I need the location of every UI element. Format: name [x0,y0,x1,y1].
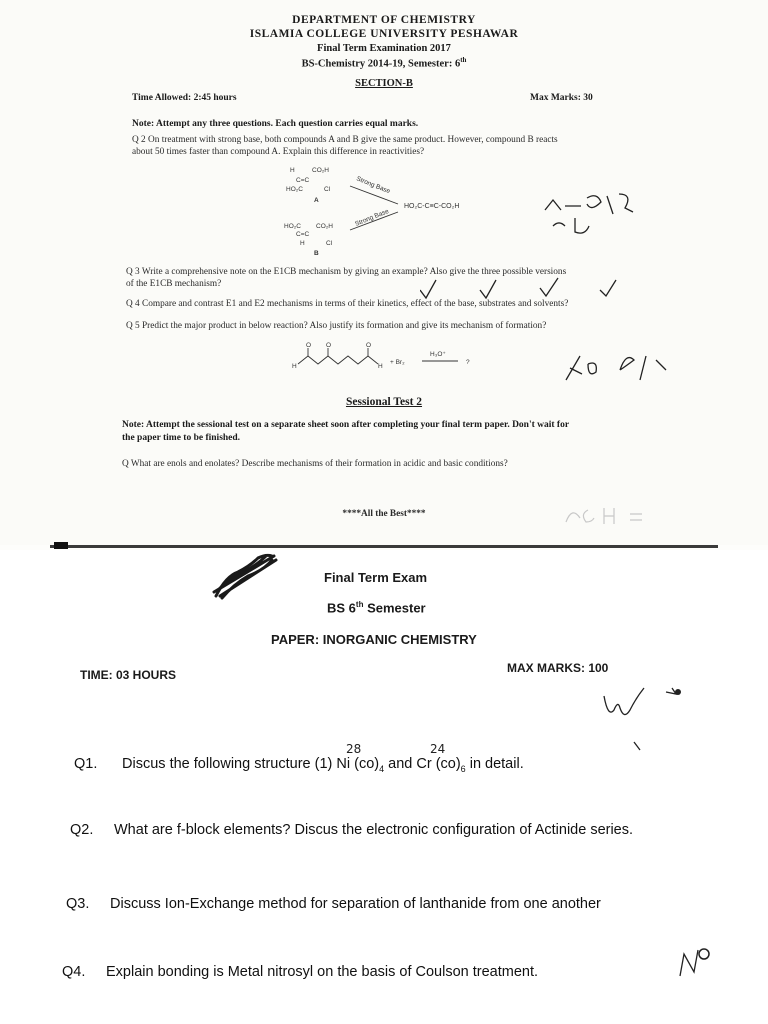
college-heading: ISLAMIA COLLEGE UNIVERSITY PESHAWAR [249,28,519,40]
reaction-o-3: O [366,342,372,349]
semester: BS 6th Semester [327,600,426,616]
question-number: Q1. [74,756,98,772]
exam-time: TIME: 03 HOURS [80,668,177,682]
handwritten-no [672,940,716,986]
question-3: Q 3 Write a comprehensive note on the E1CB mechanism by giving an example? Also give the three possible versions of the E1CB mechanism? [126,267,567,289]
scheme-a-cc: C=C [296,177,310,184]
handwritten-ho [560,340,680,390]
scheme-b-cc: C=C [296,231,310,238]
scheme-b-h: H [300,240,305,247]
sessional-question: Q What are enols and enolates? Describe mechanisms of their formation in acidic and basic conditions? [122,459,508,469]
elimination-scheme [270,160,510,260]
scheme-product: HO₂C-C≡C-CO₂H [404,203,460,210]
carbon-chain [298,356,378,364]
reaction-o-1: O [306,342,312,349]
closing-note: ****All the Best**** [342,509,426,519]
scheme-b-label: B [314,250,319,257]
max-marks: Max Marks: 30 [530,93,593,103]
inorganic-question-2: Q2. What are f-block elements? Discus the electronic configuration of Actinide series. [70,822,634,838]
reaction-plus-br2: + Br₂ [390,359,405,366]
program-heading: BS-Chemistry 2014-19, Semester: 6th [301,56,467,70]
reaction-o-2: O [326,342,332,349]
scheme-a-h: H [290,167,295,174]
exam-title: Final Term Exam [324,570,428,585]
question-number: Q3. [66,896,90,912]
handwritten-atomic-number-cr: 24 [430,742,446,756]
question-4: Q 4 Compare and contrast E1 and E2 mechanisms in terms of their kinetics, effect of the base, substrates and solvents? [126,299,569,309]
instructions-note: Note: Attempt any three questions. Each question carries equal marks. [132,119,419,129]
inorganic-question-3: Q3. Discuss Ion-Exchange method for separation of lanthanide from one another [66,896,601,912]
scheme-a-ho2c: HO₂C [286,186,303,193]
inorganic-question-4: Q4. Explain bonding is Metal nitrosyl on the basis of Coulson treatment. [62,964,539,980]
q5-reaction [290,338,510,374]
scheme-b-co2h: CO₂H [316,223,333,230]
section-title: SECTION-B [355,78,413,89]
reaction-result: ? [466,359,470,366]
question-number: Q4. [62,964,86,980]
inorganic-question-1: Q1. Discus the following structure (1) Ni $(co)_4$ and Cr $(co)_6$ in detail. [74,756,524,774]
reaction-h-left: H [292,363,297,370]
divider-mark [54,542,68,549]
question-5: Q 5 Predict the major product in below reaction? Also justify its formation and give its mechanism of formation? [126,321,547,331]
question-2: Q 2 On treatment with strong base, both compounds A and B give the same product. However, compound B reacts about 50 times faster than compound A. Explain this difference in reactivities? [132,135,558,157]
scheme-b-ho2c: HO₂C [284,223,301,230]
exam-heading: Final Term Examination 2017 [317,43,451,54]
handwritten-annotation [535,180,655,240]
exam-max-marks: MAX MARKS: 100 [507,661,609,675]
time-allowed: Time Allowed: 2:45 hours [132,93,237,103]
inorganic-paper [0,550,768,1024]
reaction-h-right: H [378,363,383,370]
reagent-top: Strong Base [355,175,392,196]
sessional-title: Sessional Test 2 [345,396,423,408]
handwritten-mark [598,676,708,756]
reagent-bottom: Strong Base [354,207,390,228]
paper-title: PAPER: INORGANIC CHEMISTRY [271,632,477,647]
scribbled-out-text [210,550,290,602]
scheme-a-cl: Cl [324,186,331,193]
handwritten-atomic-number-ni: 28 [346,742,362,756]
reaction-reagent: H₃O⁺ [430,351,446,358]
bleed-through-scribble [560,500,670,530]
scheme-a-co2h: CO₂H [312,167,329,174]
page-divider [50,545,718,548]
scheme-b-cl: Cl [326,240,333,247]
scheme-a-label: A [314,197,319,204]
sessional-note: Note: Attempt the sessional test on a separate sheet soon after completing your final term paper. Don't wait for the paper time to be finished. [122,420,570,443]
question-number: Q2. [70,822,94,838]
department-heading: DEPARTMENT OF CHEMISTRY [292,14,476,26]
